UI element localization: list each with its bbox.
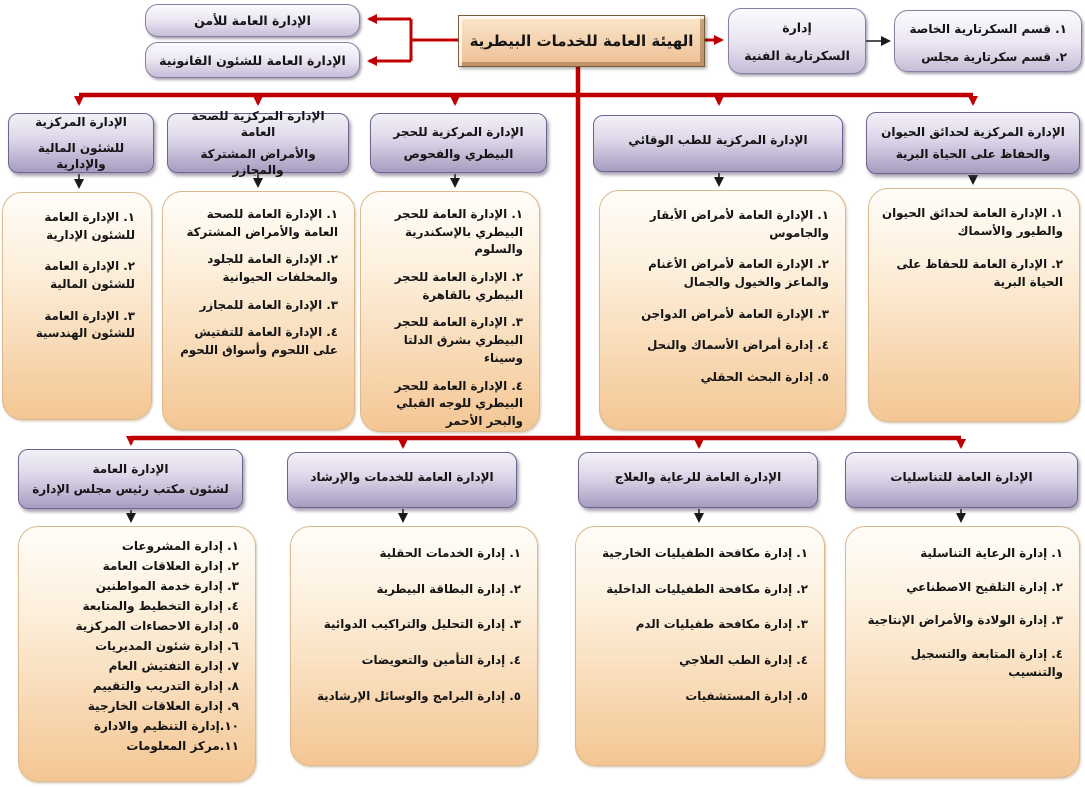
security-admin-box — [145, 4, 360, 37]
technical-secretariat-line1: إدارة — [782, 19, 812, 35]
list-item: ١. قسم السكرتارية الخاصة — [909, 22, 1067, 36]
services-extension-departments-list — [290, 526, 538, 766]
list-item: ١. الإدارة العامة لأمراض الأبقار والجاموس — [649, 208, 829, 240]
public-health-departments-list — [162, 191, 355, 430]
list-item: ٢. الإدارة العامة للحجر البيطري بالقاهرة — [394, 270, 523, 302]
list-item: ٤. إدارة التأمين والتعويضات — [361, 653, 521, 668]
list-item: ١. الإدارة العامة للشئون الإدارية — [44, 210, 135, 242]
list-item: ٥. إدارة البحث الحقلي — [700, 370, 829, 385]
list-item: ٤. الإدارة العامة للتفتيش على اللحوم وأسواق اللحوم — [180, 325, 338, 358]
list-item: ٢. الإدارة العامة للحفاظ على الحياة البرية — [896, 257, 1063, 290]
list-item: ٢. إدارة العلاقات العامة — [102, 559, 239, 573]
care-treatment-departments-list — [575, 526, 825, 766]
list-item: ١. إدارة الرعاية التناسلية — [920, 546, 1063, 560]
list-item: ١. الإدارة العامة للصحة العامة والأمراض المشتركة — [186, 207, 338, 239]
list-item: ٢. إدارة البطاقة البيطرية — [376, 581, 521, 596]
list-item: ١١.مركز المعلومات — [126, 739, 239, 753]
list-item: ١٠.إدارة التنظيم والادارة — [93, 719, 239, 733]
list-item: ٦. إدارة شئون المديريات — [95, 639, 239, 653]
legal-affairs-label: الإدارة العامة للشئون القانونية — [159, 52, 346, 68]
list-item: ٥. إدارة الاحصاءات المركزية — [75, 619, 239, 633]
list-item: ٢. الإدارة العامة للشئون المالية — [44, 259, 135, 292]
care-treatment-header: الإدارة العامة للرعاية والعلاج — [578, 452, 818, 508]
root-authority-title: الهيئة العامة للخدمات البيطرية — [469, 32, 694, 50]
list-item: ٢. قسم سكرتارية مجلس — [921, 50, 1067, 64]
reproduction-header: الإدارة العامة للتناسليات — [845, 452, 1078, 508]
list-item: ٣. إدارة التحليل والتراكيب الدوائية — [323, 617, 521, 632]
central-admin-public-health-header: الإدارة المركزية للصحة العامة والأمراض المشتركة والمجازر — [167, 113, 349, 173]
quarantine-departments-list — [360, 191, 540, 432]
list-item: ٥. إدارة البرامج والوسائل الإرشادية — [317, 688, 521, 703]
list-item: ٢. الإدارة العامة للجلود والمخلفات الحيوانية — [207, 252, 338, 285]
technical-secretariat-box — [728, 8, 866, 74]
list-item: ٣. إدارة خدمة المواطنين — [95, 579, 239, 593]
root-authority-box — [458, 15, 705, 67]
technical-secretariat-line2: السكرتارية الفنية — [744, 47, 850, 63]
security-admin-label: الإدارة العامة للأمن — [194, 13, 311, 28]
chairman-office-departments-list — [18, 526, 256, 782]
list-item: ٣. الإدارة العامة للمجازر — [199, 297, 338, 312]
list-item: ٥. إدارة المستشفيات — [685, 688, 808, 703]
preventive-medicine-departments-list — [599, 190, 846, 430]
list-item: ٣. الإدارة العامة للشئون الهندسية — [35, 308, 135, 341]
central-admin-zoos-wildlife-header: الإدارة المركزية لحدائق الحيوان والحفاظ على الحياة البرية — [866, 112, 1080, 174]
reproduction-departments-list — [845, 526, 1080, 778]
services-extension-header: الإدارة العامة للخدمات والإرشاد — [287, 452, 517, 508]
list-item: ٢. إدارة مكافحة الطفيليات الداخلية — [606, 581, 808, 596]
central-admin-finance-header: الإدارة المركزية للشئون المالية والإدارية — [8, 113, 154, 173]
list-item: ٤. إدارة المتابعة والتسجيل والتنسيب — [910, 647, 1063, 679]
list-item: ٨. إدارة التدريب والتقييم — [92, 679, 239, 693]
legal-affairs-box — [145, 42, 360, 78]
list-item: ٤. إدارة الطب العلاجي — [679, 653, 808, 668]
secretariat-departments-list — [894, 10, 1082, 72]
list-item: ١. إدارة الخدمات الحقلية — [379, 546, 521, 560]
list-item: ٤. الإدارة العامة للحجر البيطري للوجه القبلي والبحر الأحمر — [394, 378, 523, 428]
finance-departments-list — [2, 192, 152, 420]
list-item: ٧. إدارة التفتيش العام — [108, 659, 239, 673]
central-admin-preventive-medicine-header: الإدارة المركزية للطب الوقائي — [593, 115, 843, 172]
list-item: ١. إدارة مكافحة الطفيليات الخارجية — [602, 546, 808, 560]
chairman-office-header: الإدارة العامة لشئون مكتب رئيس مجلس الإدارة — [18, 449, 243, 509]
list-item: ٣. الإدارة العامة لأمراض الدواجن — [641, 306, 829, 321]
central-admin-quarantine-header: الإدارة المركزية للحجر البيطري والفحوص — [370, 113, 547, 173]
list-item: ١. الإدارة العامة لحدائق الحيوان والطيور والأسماك — [882, 206, 1063, 238]
list-item: ٣. إدارة الولادة والأمراض الإنتاجية — [867, 613, 1063, 628]
list-item: ٢. إدارة التلقيح الاصطناعي — [906, 579, 1063, 594]
list-item: ٩. إدارة العلاقات الخارجية — [87, 699, 239, 713]
list-item: ٢. الإدارة العامة لأمراض الأغنام والماعز والخيول والجمال — [648, 257, 829, 290]
list-item: ١. إدارة المشروعات — [121, 539, 239, 553]
list-item: ٤. إدارة أمراض الأسماك والنحل — [647, 338, 829, 353]
list-item: ٣. إدارة مكافحة طفيليات الدم — [635, 617, 808, 632]
list-item: ١. الإدارة العامة للحجر البيطري بالإسكندرية والسلوم — [394, 207, 523, 257]
zoos-wildlife-departments-list — [868, 188, 1080, 422]
list-item: ٣. الإدارة العامة للحجر البيطري بشرق الدلتا وسيناء — [394, 315, 523, 365]
list-item: ٤. إدارة التخطيط والمتابعة — [82, 599, 239, 613]
